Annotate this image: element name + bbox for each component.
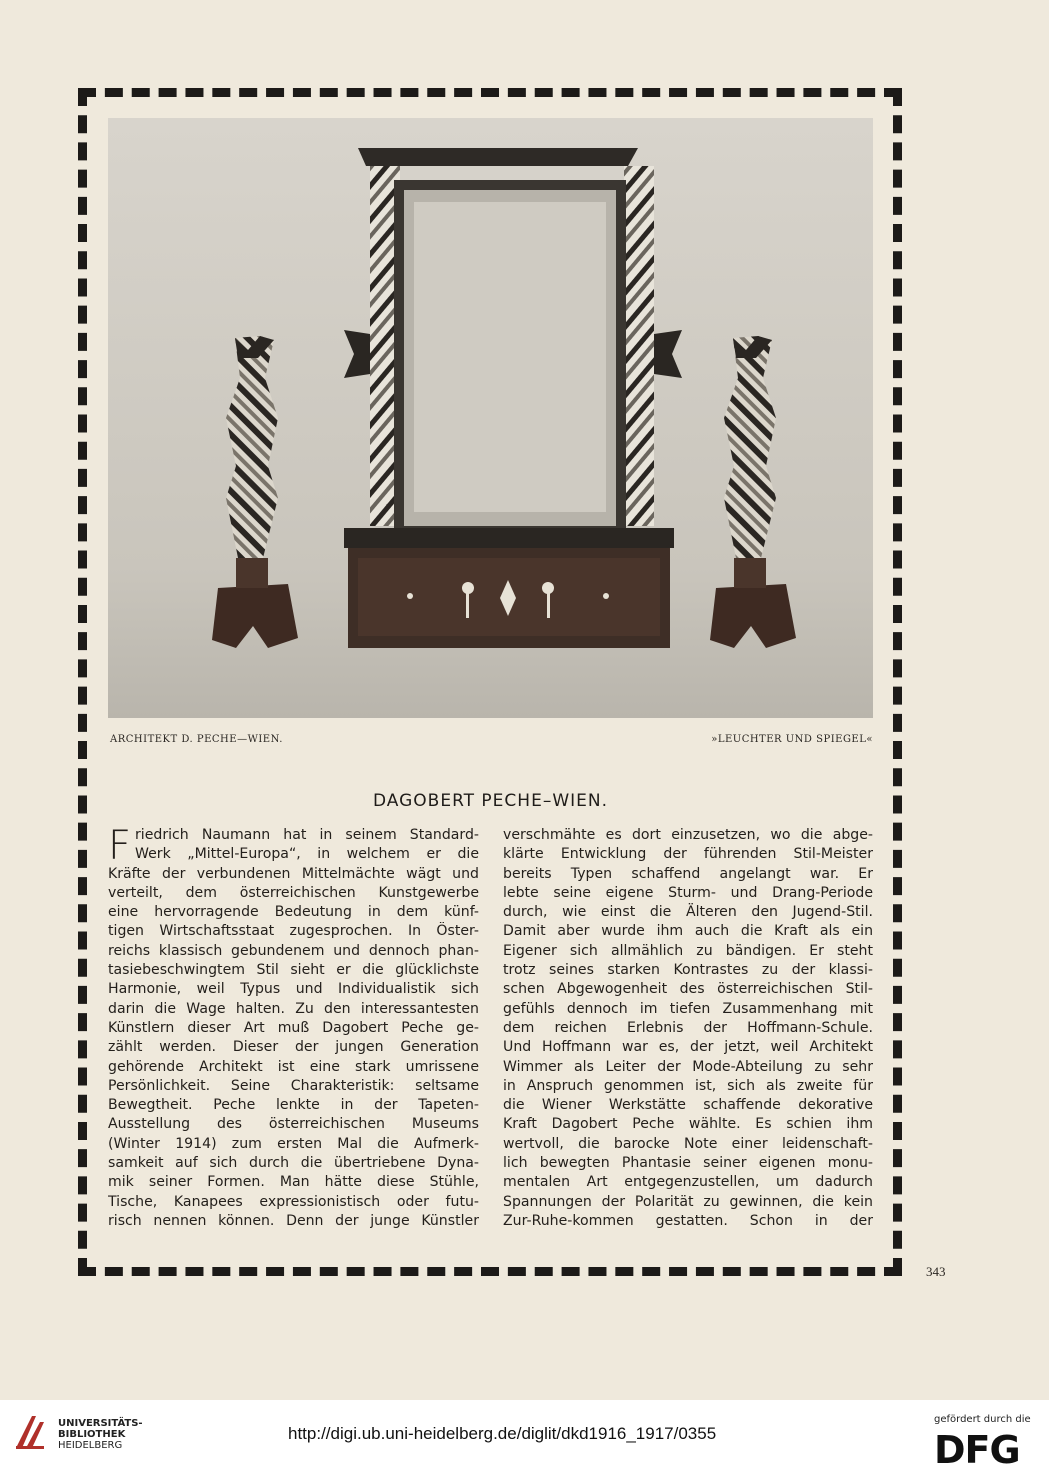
text-line: reichs klassisch gebundenem und dennoch phan- — [108, 942, 479, 959]
text-line: Und Hoffmann war es, der jetzt, weil Architekt — [503, 1039, 873, 1056]
text-line: eine hervorragende Bedeutung in dem künf- — [108, 904, 479, 921]
text-line: darin die Wage halten. Zu den interessantesten — [108, 1000, 479, 1017]
logo-line: HEIDELBERG — [58, 1440, 123, 1451]
text-line: gefühls dennoch im tiefen Zusammenhang mit — [503, 1000, 873, 1017]
text-line: zählt werden. Dieser der jungen Generation — [108, 1039, 479, 1056]
text-line: lich bewegten Phantasie seiner eigenen monu- — [503, 1155, 873, 1172]
text-line: bereits Typen schaffend angelangt war. Er — [503, 865, 873, 882]
text-line: schen Abgewogenheit des österreichischen Stil- — [503, 981, 873, 998]
drop-cap: F — [108, 823, 132, 869]
text-line: Kräfte der verbundenen Mittelmächte wägt und — [108, 865, 479, 882]
text-line: Ausstellung des österreichischen Museums — [108, 1116, 479, 1133]
text-line: risch nennen können. Denn der junge Künstler — [108, 1212, 479, 1229]
text-line: Zur-Ruhe-kommen gestatten. Schon in der — [503, 1212, 873, 1229]
page-number: 343 — [926, 1264, 946, 1279]
text-line: Künstlern dieser Art muß Dagobert Peche ge- — [108, 1019, 479, 1036]
text-line: samkeit auf sich durch die übertriebene Dyna- — [108, 1155, 479, 1172]
photograph-candlesticks-and-mirror — [108, 118, 873, 718]
text-line: wertvoll, die barocke Note einer leidenschaft- — [503, 1135, 873, 1152]
text-line: mik seiner Formen. Man hätte diese Stühle, — [108, 1174, 479, 1191]
dfg-logo: DFG — [934, 1428, 1020, 1472]
text-line: Bewegtheit. Peche lenkte in der Tapeten- — [108, 1097, 479, 1114]
permalink-url[interactable]: http://digi.ub.uni-heidelberg.de/diglit/dkd1916_1917/0355 — [288, 1424, 717, 1443]
text-line: tigen Wirtschaftsstaat zugesprochen. In Öster- — [108, 923, 479, 940]
text-line: (Winter 1914) zum ersten Mal die Aufmerk- — [108, 1135, 479, 1152]
text-line: gehörende Architekt ist eine stark umrissene — [108, 1058, 479, 1075]
funding-label: gefördert durch die — [934, 1414, 1031, 1425]
text-line: verschmähte es dort einzusetzen, wo die abge- — [503, 827, 873, 843]
university-library-logo-icon — [12, 1412, 48, 1452]
text-line: tasiebeschwingtem Stil sieht er die glücklichste — [108, 962, 479, 979]
text-line: Eigener sich allmählich zu bändigen. Er steht — [503, 942, 873, 959]
text-line: klärte Entwicklung der führenden Stil-Meister — [503, 846, 873, 863]
text-line: dem reichen Erlebnis der Hoffmann-Schule. — [503, 1019, 873, 1036]
text-line: Persönlichkeit. Seine Charakteristik: seltsame — [108, 1077, 479, 1094]
logo-line: BIBLIOTHEK — [58, 1429, 126, 1440]
text-line: Spannungen der Polarität zu gewinnen, die kein — [503, 1193, 873, 1210]
text-line: Damit aber wurde ihm auch die Kraft als ein — [503, 923, 873, 940]
text-line: mentalen Art entgegenzustellen, um dadurch — [503, 1174, 873, 1191]
university-library-logo-text — [58, 1418, 143, 1451]
text-line: Wimmer als Leiter der Mode-Abteilung zu sehr — [503, 1058, 873, 1075]
text-line: Kraft Dagobert Peche wählte. Es schien ihm — [503, 1116, 873, 1133]
text-line: Harmonie, weil Typus und Individualistik sich — [108, 981, 479, 998]
photo-caption-right: »LEUCHTER UND SPIEGEL« — [711, 734, 873, 745]
mirror — [344, 148, 682, 648]
text-line: Werk „Mittel-Europa“, in welchem er die — [135, 846, 479, 863]
text-line: riedrich Naumann hat in seinem Standard- — [135, 827, 479, 843]
text-line: verteilt, dem österreichischen Kunstgewerbe — [108, 884, 479, 901]
text-column-right — [503, 826, 873, 1231]
photo-caption-left: ARCHITEKT D. PECHE—WIEN. — [110, 734, 283, 745]
text-line: trotz seines starken Kontrastes zu der klassi- — [503, 962, 873, 979]
text-line: die Wiener Werkstätte schaffende dekorative — [503, 1097, 873, 1114]
text-line: Tische, Kanapees expressionistisch oder futu- — [108, 1193, 479, 1210]
text-line: durch, wie einst die Älteren den Jugend-Stil. — [503, 904, 873, 921]
logo-line: UNIVERSITÄTS- — [58, 1418, 143, 1429]
text-column-left — [108, 823, 479, 1231]
article-title: DAGOBERT PECHE–WIEN. — [372, 791, 608, 811]
text-line: lebte seine eigene Sturm- und Drang-Periode — [503, 884, 873, 901]
text-line: in Anspruch genommen ist, sich als zweite für — [503, 1077, 873, 1094]
